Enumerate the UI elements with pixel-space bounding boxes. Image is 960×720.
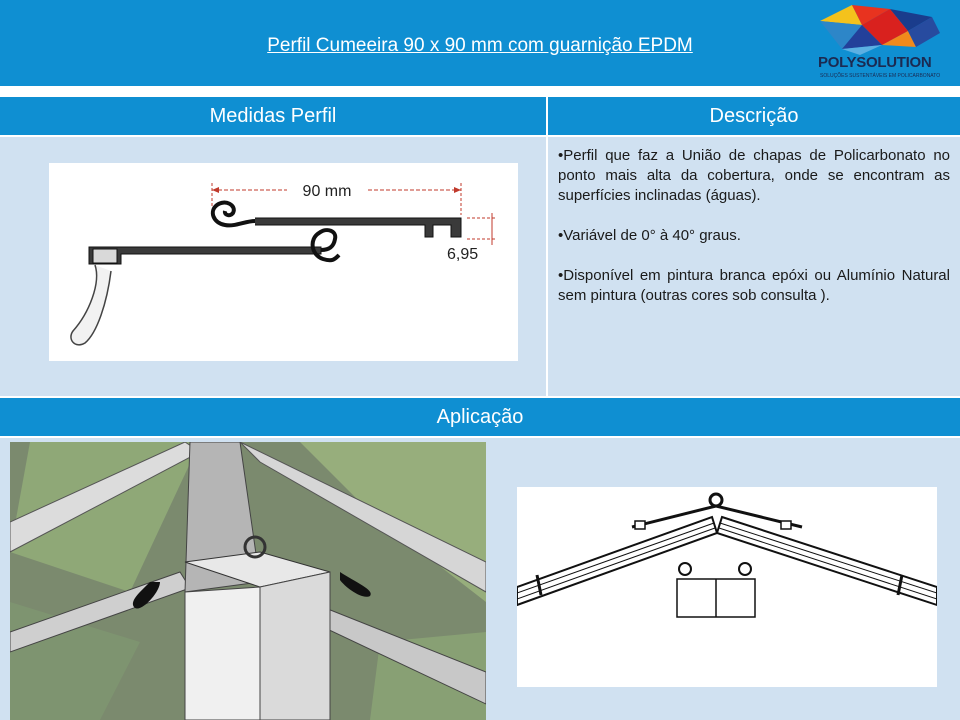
column-header-descricao: Descrição	[548, 97, 960, 135]
column-header-medidas: Medidas Perfil	[0, 97, 546, 135]
polysolution-logo	[812, 3, 942, 83]
page-title: Perfil Cumeeira 90 x 90 mm com guarnição EPDM	[267, 35, 693, 56]
section-header-aplicacao: Aplicação	[0, 398, 960, 436]
dimension-695-label: 6,95	[447, 246, 479, 263]
roof-3d-render	[10, 442, 486, 720]
dimension-90mm-label: 90 mm	[302, 183, 352, 200]
profile-drawing	[49, 163, 518, 361]
profile-cross-section	[49, 163, 518, 361]
ridge-section-diagram	[517, 487, 937, 687]
description-paragraph: •Variável de 0° à 40° graus.	[558, 227, 741, 244]
logo-tagline: SOLUÇÕES SUSTENTÁVEIS EM POLICARBONATO	[820, 73, 941, 79]
description-paragraph: •Disponível em pintura branca epóxi ou Alumínio Natural sem pintura (outras cores sob consulta ).	[558, 267, 950, 304]
logo-name: POLYSOLUTION	[818, 54, 932, 71]
description-text	[558, 146, 950, 326]
description-paragraph: •Perfil que faz a União de chapas de Policarbonato no ponto mais alta da cobertura, onde se encontram as superfícies inclinadas (águas).	[558, 147, 950, 204]
